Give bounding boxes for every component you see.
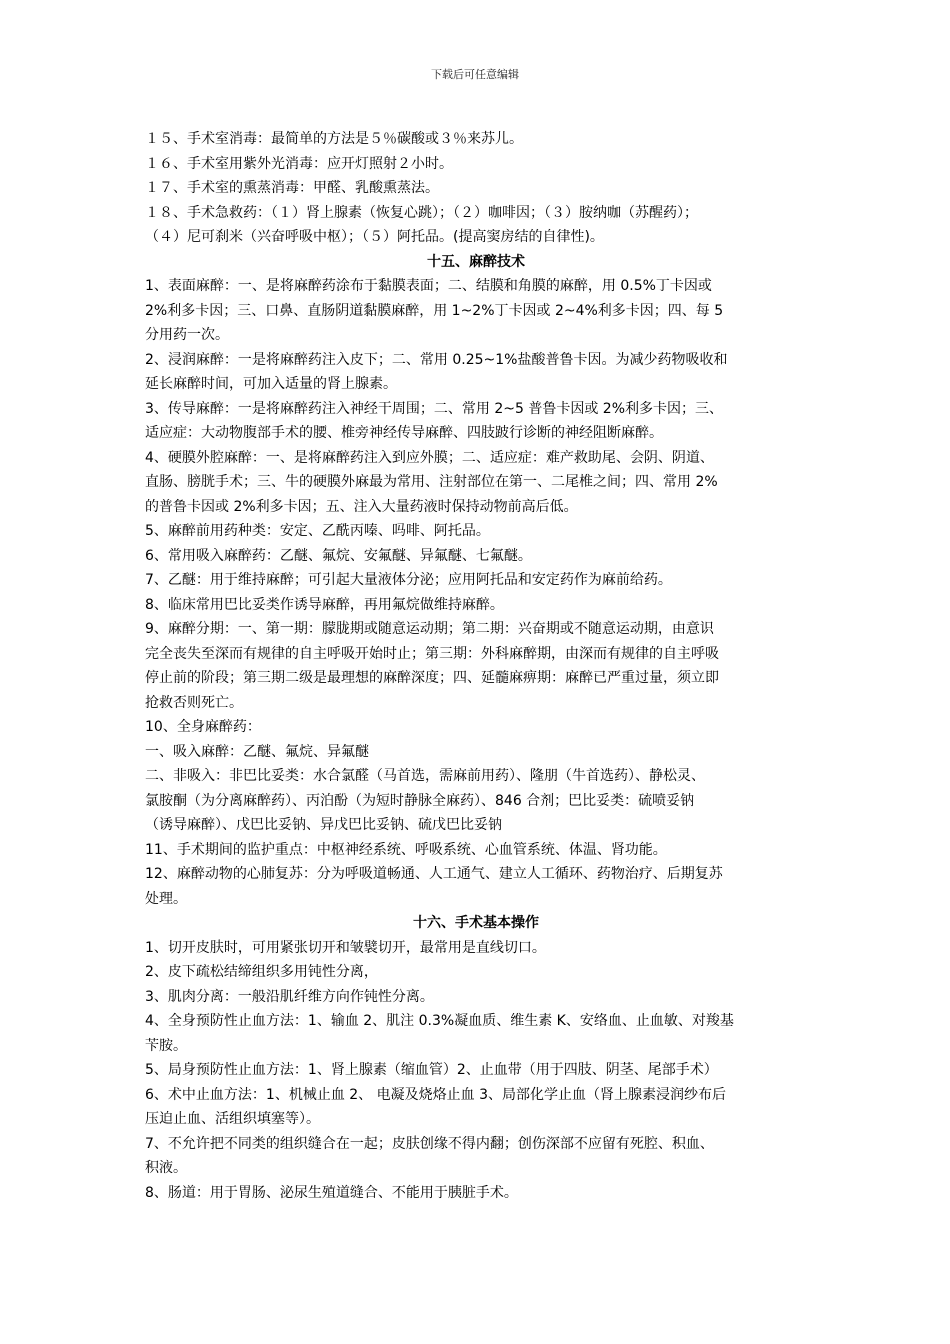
text-line: 8、临床常用巴比妥类作诱导麻醉，再用氟烷做维持麻醉。	[145, 596, 504, 613]
text-line: 4、全身预防性止血方法：1、输血 2、肌注 0.3%凝血质、维生素 K、安络血、止血敏、对羧基	[145, 1013, 734, 1029]
text-line: 处理。	[145, 890, 187, 907]
text-line: 6、常用吸入麻醉药：乙醚、氟烷、安氟醚、异氟醚、七氟醚。	[145, 547, 532, 564]
document-body	[145, 127, 807, 1205]
text-line: 二、非吸入：非巴比妥类：水合氯醛（马首选，需麻前用药）、隆朋（牛首选药）、静松灵、	[145, 768, 705, 784]
text-line: 适应症：大动物腹部手术的腰、椎旁神经传导麻醉、四肢跛行诊断的神经阻断麻醉。	[145, 425, 663, 441]
text-line: （诱导麻醉）、戊巴比妥钠、异戊巴比妥钠、硫戊巴比妥钠	[145, 817, 502, 833]
text-line: 3、传导麻醉：一是将麻醉药注入神经干周围；二、常用 2~5 普鲁卡因或 2%利多卡因；三、	[145, 400, 724, 417]
text-line: 11、手术期间的监护重点：中枢神经系统、呼吸系统、心血管系统、体温、肾功能。	[145, 841, 667, 858]
page-header: 下载后可任意编辑	[431, 68, 519, 81]
text-line: 2、皮下疏松结缔组织多用钝性分离，	[145, 964, 378, 980]
text-line: 抢救否则死亡。	[145, 694, 243, 711]
text-line: 的普鲁卡因或 2%利多卡因；五、注入大量药液时保持动物前高后低。	[145, 498, 578, 515]
text-line: 9、麻醉分期：一、第一期：朦胧期或随意运动期；第二期：兴奋期或不随意运动期，由意识	[145, 621, 714, 637]
text-line: 4、硬膜外腔麻醉：一、是将麻醉药注入到应外膜；二、适应症：难产救助尾、会阴、阴道、	[145, 449, 714, 466]
text-line: 1、切开皮肤时，可用紧张切开和皱襞切开，最常用是直线切口。	[145, 939, 546, 956]
item-15: １５、手术室消毒：最简单的方法是５％碳酸或３％来苏儿。	[145, 131, 523, 147]
text-line: 1、表面麻醉：一、是将麻醉药涂布于黏膜表面；二、结膜和角膜的麻醉，用 0.5%丁卡因或	[145, 278, 712, 294]
text-line: 2%利多卡因；三、口鼻、直肠阴道黏膜麻醉，用 1~2%丁卡因或 2~4%利多卡因；四、每 5	[145, 302, 724, 319]
text-line: 3、肌肉分离：一般沿肌纤维方向作钝性分离。	[145, 988, 434, 1005]
item-18-cont: （４）尼可刹米（兴奋呼吸中枢）；（５）阿托品。(提高窦房结的自律性)。	[145, 229, 604, 245]
text-line: 7、乙醚：用于维持麻醉；可引起大量液体分泌；应用阿托品和安定药作为麻前给药。	[145, 572, 672, 588]
text-line: 氯胺酮（为分离麻醉药）、丙泊酚（为短时静脉全麻药）、846 合剂；巴比妥类：硫喷妥钠	[145, 792, 695, 809]
text-line: 12、麻醉动物的心肺复苏：分为呼吸道畅通、人工通气、建立人工循环、药物治疗、后期复苏	[145, 866, 723, 882]
text-line: 直肠、膀胱手术；三、牛的硬膜外麻最为常用、注射部位在第一、二尾椎之间；四、常用 2%	[145, 474, 718, 490]
text-line: 停止前的阶段；第三期二级是最理想的麻醉深度；四、延髓麻痹期：麻醉已严重过量，须立即	[145, 670, 719, 686]
item-16: １６、手术室用紫外光消毒：应开灯照射２小时。	[145, 155, 453, 172]
section-heading-anesthesia: 十五、麻醉技术	[427, 253, 525, 270]
text-line: 5、麻醉前用药种类：安定、乙酰丙嗪、吗啡、阿托品。	[145, 523, 490, 539]
text-line: 苄胺。	[145, 1037, 187, 1054]
text-line: 5、局身预防性止血方法：1、肾上腺素（缩血管）2、止血带（用于四肢、阴茎、尾部手术）	[145, 1062, 718, 1078]
text-line: 10、全身麻醉药：	[145, 719, 261, 735]
text-line: 7、不允许把不同类的组织缝合在一起；皮肤创缘不得内翻；创伤深部不应留有死腔、积血、	[145, 1135, 714, 1152]
text-line: 完全丧失至深而有规律的自主呼吸开始时止；第三期：外科麻醉期，由深而有规律的自主呼吸	[145, 645, 719, 662]
text-line: 2、浸润麻醉：一是将麻醉药注入皮下；二、常用 0.25~1%盐酸普鲁卡因。为减少药物吸收和	[145, 351, 728, 368]
text-line: 6、术中止血方法：1、机械止血 2、 电凝及烧烙止血 3、局部化学止血（肾上腺素浸润纱布后	[145, 1086, 726, 1103]
text-line: 积液。	[145, 1160, 187, 1176]
item-18: １８、手术急救药：（１）肾上腺素（恢复心跳）；（２）咖啡因；（３）胺纳咖（苏醒药）；	[145, 204, 698, 221]
section-heading-surgery-basics: 十六、手术基本操作	[413, 915, 539, 931]
item-17: １７、手术室的熏蒸消毒：甲醛、乳酸熏蒸法。	[145, 180, 439, 196]
text-line: 8、肠道：用于胃肠、泌尿生殖道缝合、不能用于胰脏手术。	[145, 1184, 518, 1201]
text-line: 压迫止血、活组织填塞等）。	[145, 1111, 320, 1127]
text-line: 一、吸入麻醉：乙醚、氟烷、异氟醚	[145, 743, 369, 760]
text-line: 分用药一次。	[145, 327, 229, 343]
text-line: 延长麻醉时间，可加入适量的肾上腺素。	[145, 376, 397, 392]
